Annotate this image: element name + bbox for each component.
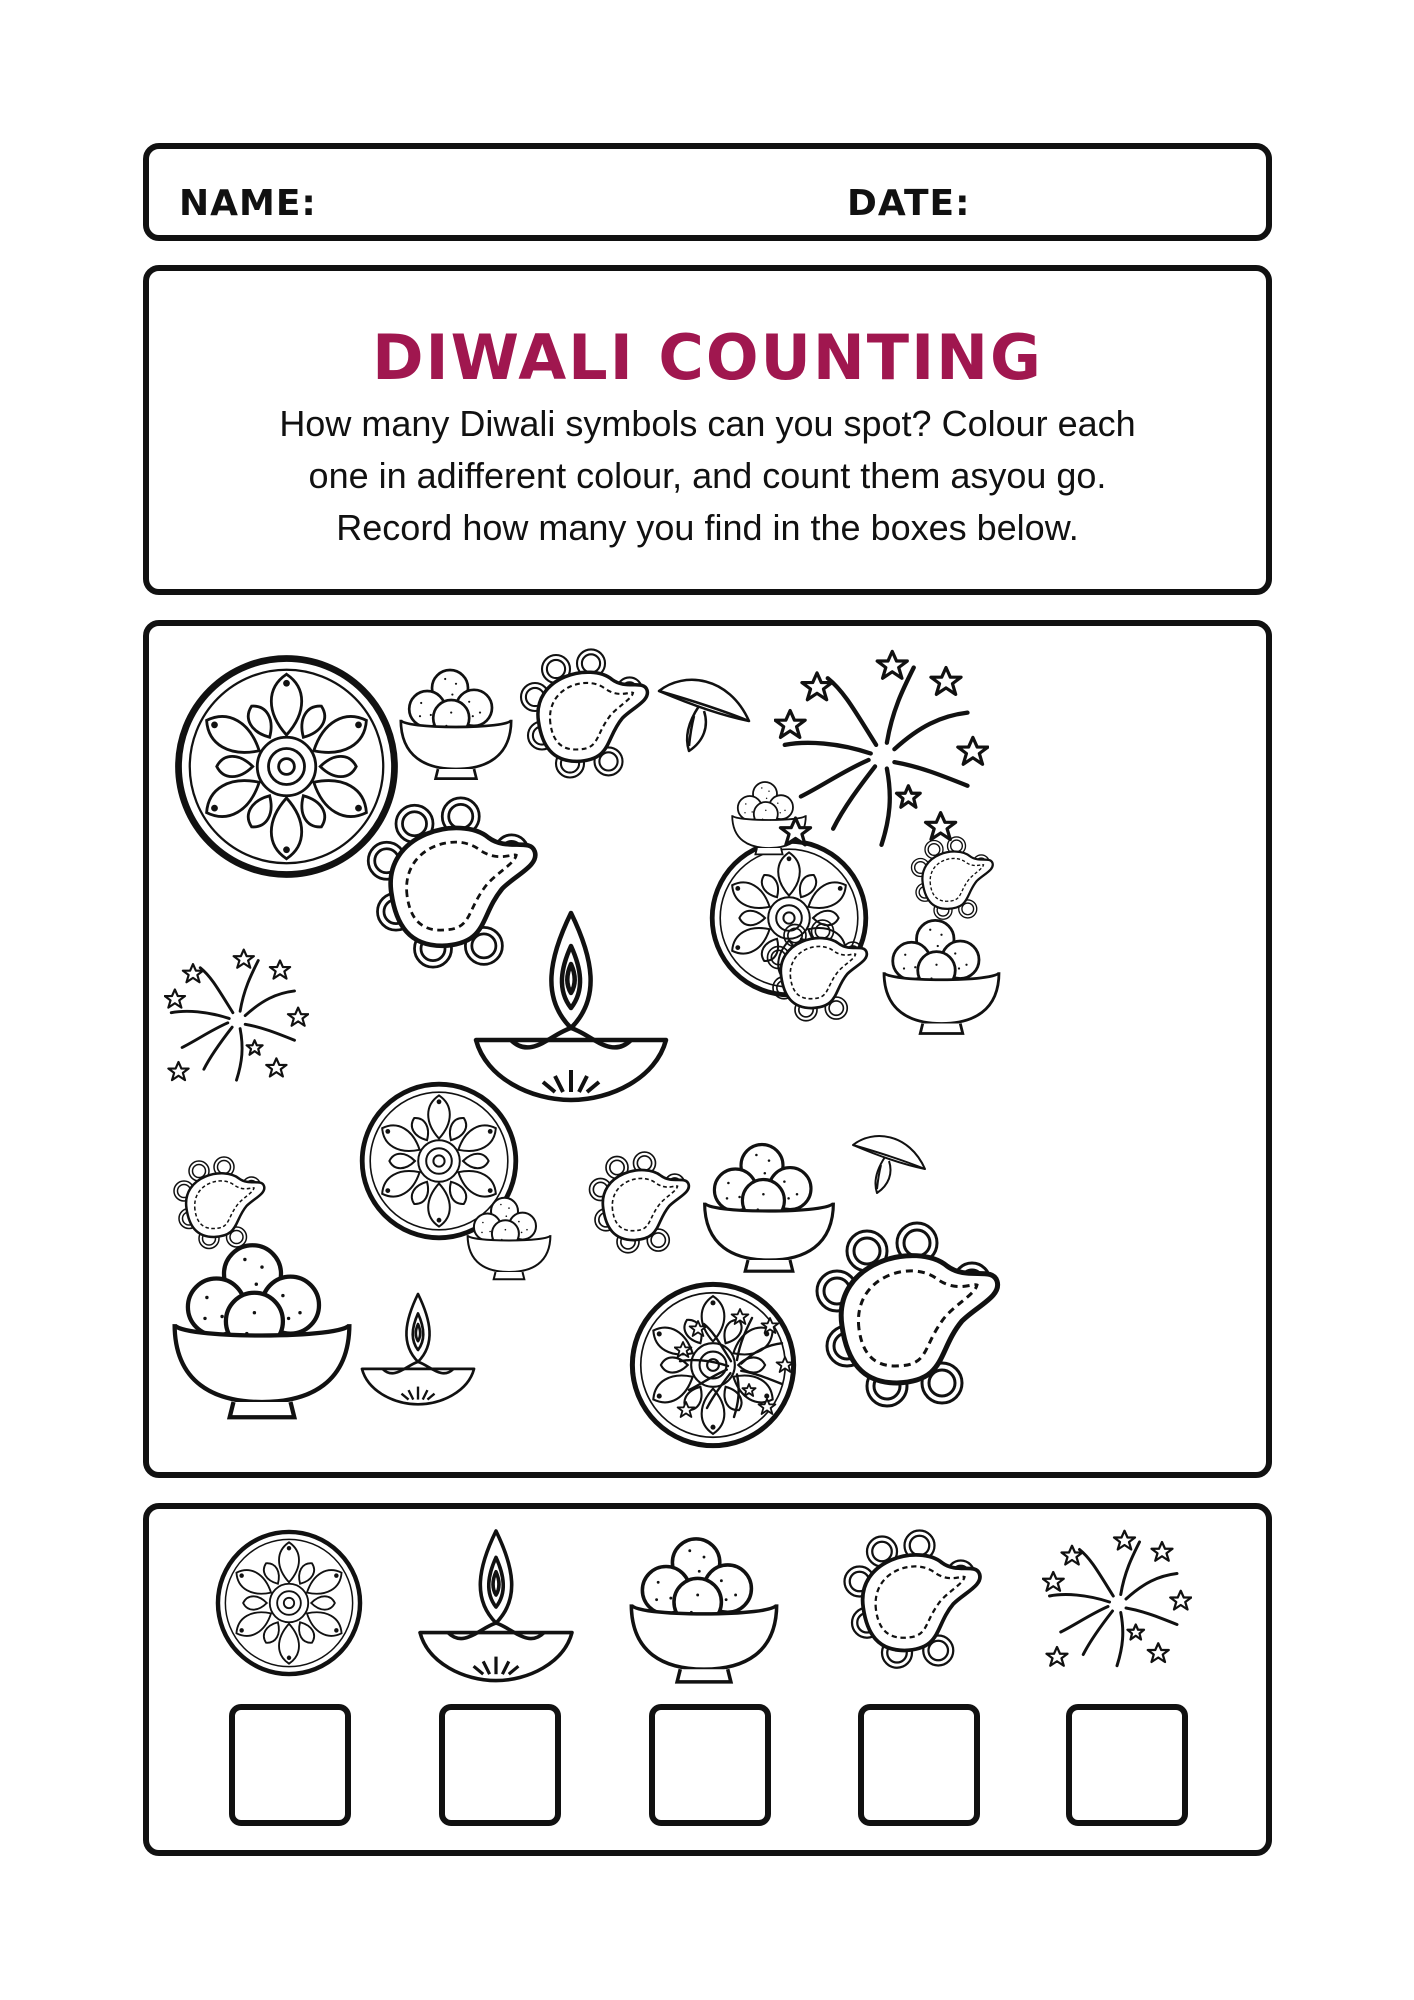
instruction-line-1: How many Diwali symbols can you spot? Colour each: [279, 403, 1136, 444]
worksheet-title: DIWALI COUNTING: [372, 321, 1043, 394]
laddoo-bowl-icon[interactable]: [705, 1145, 834, 1272]
paisley-icon[interactable]: [174, 1157, 264, 1249]
symbol-picture-area: [143, 620, 1272, 1478]
paisley-icon[interactable]: [768, 920, 867, 1021]
laddoo-bowl-icon[interactable]: [884, 920, 999, 1033]
laddoo-bowl-icon[interactable]: [175, 1245, 350, 1417]
firework-icon[interactable]: [165, 950, 309, 1081]
diya-count-box[interactable]: [439, 1704, 561, 1826]
answer-key-icons: [149, 1509, 1266, 1689]
name-date-header: [143, 143, 1272, 241]
instructions-panel: [143, 265, 1272, 595]
paisley-icon[interactable]: [368, 798, 535, 967]
diya-icon[interactable]: [362, 1294, 474, 1404]
firework-count-box[interactable]: [1066, 1704, 1188, 1826]
paisley-count-box[interactable]: [858, 1704, 980, 1826]
symbol-scene: [149, 626, 1266, 1472]
mango-leaf-icon[interactable]: [853, 1136, 925, 1193]
name-label: NAME:: [179, 183, 317, 224]
paisley-icon[interactable]: [590, 1152, 689, 1253]
paisley-icon: [845, 1531, 980, 1668]
firework-icon: [1043, 1531, 1192, 1666]
instruction-line-2: one in adifferent colour, and count them asyou go.: [308, 455, 1107, 496]
answer-key-panel: [143, 1503, 1272, 1856]
rangoli-icon[interactable]: [632, 1284, 793, 1445]
paisley-icon[interactable]: [521, 649, 647, 777]
date-label: DATE:: [847, 183, 971, 224]
laddoo-bowl-icon[interactable]: [401, 670, 511, 779]
diya-icon[interactable]: [476, 913, 666, 1100]
rangoli-icon: [523, 740, 715, 932]
mango-leaf-icon[interactable]: [659, 680, 749, 751]
laddoo-bowl-icon: [631, 1539, 776, 1682]
laddoo-count-box[interactable]: [649, 1704, 771, 1826]
instruction-line-3: Record how many you find in the boxes below.: [336, 507, 1079, 548]
rangoli-icon: [218, 1532, 360, 1674]
diya-icon: [420, 1531, 572, 1681]
rangoli-count-box[interactable]: [229, 1704, 351, 1826]
paisley-icon[interactable]: [912, 837, 993, 919]
firework-icon[interactable]: [775, 651, 988, 845]
laddoo-bowl-icon[interactable]: [468, 1198, 551, 1279]
paisley-icon[interactable]: [817, 1223, 998, 1406]
rangoli-icon[interactable]: [179, 659, 395, 875]
